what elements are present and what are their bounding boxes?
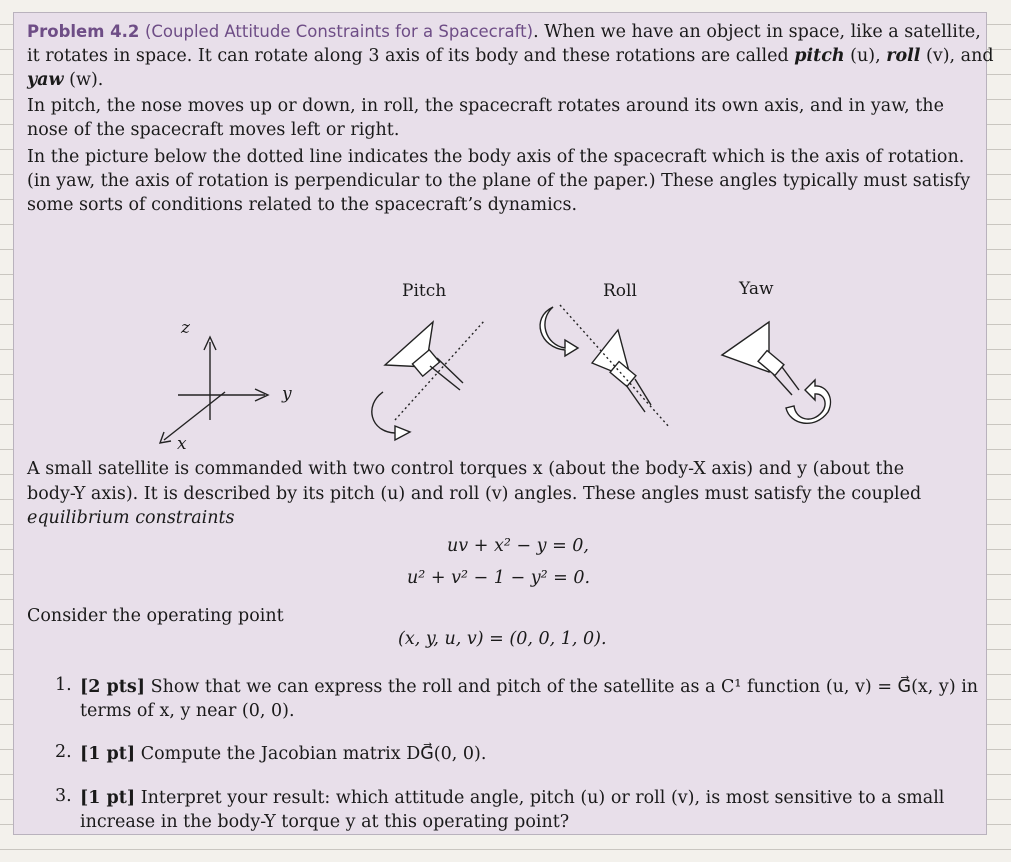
figure-label-pitch: Pitch: [402, 281, 447, 301]
equation-1: uv + x² − y = 0,: [447, 536, 589, 556]
item-1-points: [2 pts]: [80, 677, 146, 697]
item-3-number: 3.: [55, 786, 72, 806]
para2-line-1: In pitch, the nose moves up or down, in roll, the spacecraft rotates around its own axis, and in yaw, the: [27, 96, 944, 116]
problem-number: Problem 4.2: [27, 22, 140, 41]
para3-line-3: some sorts of conditions related to the spacecraft’s dynamics.: [27, 195, 578, 215]
pitch-var: (u),: [844, 46, 887, 66]
pitch-spacecraft-icon: [372, 320, 485, 440]
consider-text: Consider the operating point: [27, 606, 284, 626]
item-2-text: Compute the Jacobian matrix DG⃗(0, 0).: [140, 744, 487, 764]
operating-point: (x, y, u, v) = (0, 0, 1, 0).: [398, 629, 607, 649]
roll-term: roll: [886, 46, 921, 66]
axis-label-x: x: [177, 434, 187, 454]
item-3-line-2: increase in the body-Y torque y at this operating point?: [80, 812, 570, 832]
problem-title: (Coupled Attitude Constraints for a Spacecraft): [144, 22, 534, 41]
item-1-number: 1.: [55, 675, 72, 695]
para3-line-2: (in yaw, the axis of rotation is perpendicular to the plane of the paper.) These angles typically must satisfy: [27, 171, 971, 191]
item-2-number: 2.: [55, 742, 72, 762]
item-1-line-2: terms of x, y near (0, 0).: [80, 701, 295, 721]
figure-label-yaw: Yaw: [739, 279, 774, 299]
yaw-term: yaw: [27, 70, 64, 90]
equation-2: u² + v² − 1 − y² = 0.: [407, 568, 591, 588]
yaw-spacecraft-icon: [722, 322, 830, 423]
body-line-2: body-Y axis). It is described by its pitch (u) and roll (v) angles. These angles must satisfy the coupled: [27, 484, 922, 504]
body-line-3: equilibrium constraints: [27, 508, 235, 528]
coordinate-axes: [160, 337, 268, 443]
item-1-text: Show that we can express the roll and pitch of the satellite as a C¹ function (u, v) = G⃗(x, y) in: [150, 677, 979, 697]
axis-label-z: z: [181, 318, 190, 338]
roll-var: (v), and: [920, 46, 994, 66]
para2-line-2: nose of the spacecraft moves left or right.: [27, 120, 400, 140]
body-line-1: A small satellite is commanded with two control torques x (about the body-X axis) and y (about the: [27, 459, 905, 479]
roll-spacecraft-icon: [540, 305, 670, 428]
figure-label-roll: Roll: [603, 281, 637, 301]
para3-line-1: In the picture below the dotted line indicates the body axis of the spacecraft which is the axis of rotation.: [27, 147, 965, 167]
pitch-term: pitch: [794, 46, 845, 66]
axis-label-y: y: [282, 384, 292, 404]
item-3-points: [1 pt]: [80, 788, 136, 808]
item-2-line-1: [80, 742, 486, 766]
intro-line-1: . When we have an object in space, like a satellite,: [533, 22, 981, 42]
yaw-var: (w).: [63, 70, 104, 90]
item-2-points: [1 pt]: [80, 744, 136, 764]
item-1-line-1: [80, 675, 978, 699]
intro-text: it rotates in space. It can rotate along 3 axis of its body and these rotations are called: [27, 46, 795, 66]
item-3-text: Interpret your result: which attitude angle, pitch (u) or roll (v), is most sensitive to a small: [140, 788, 945, 808]
item-3-line-1: [80, 786, 944, 810]
